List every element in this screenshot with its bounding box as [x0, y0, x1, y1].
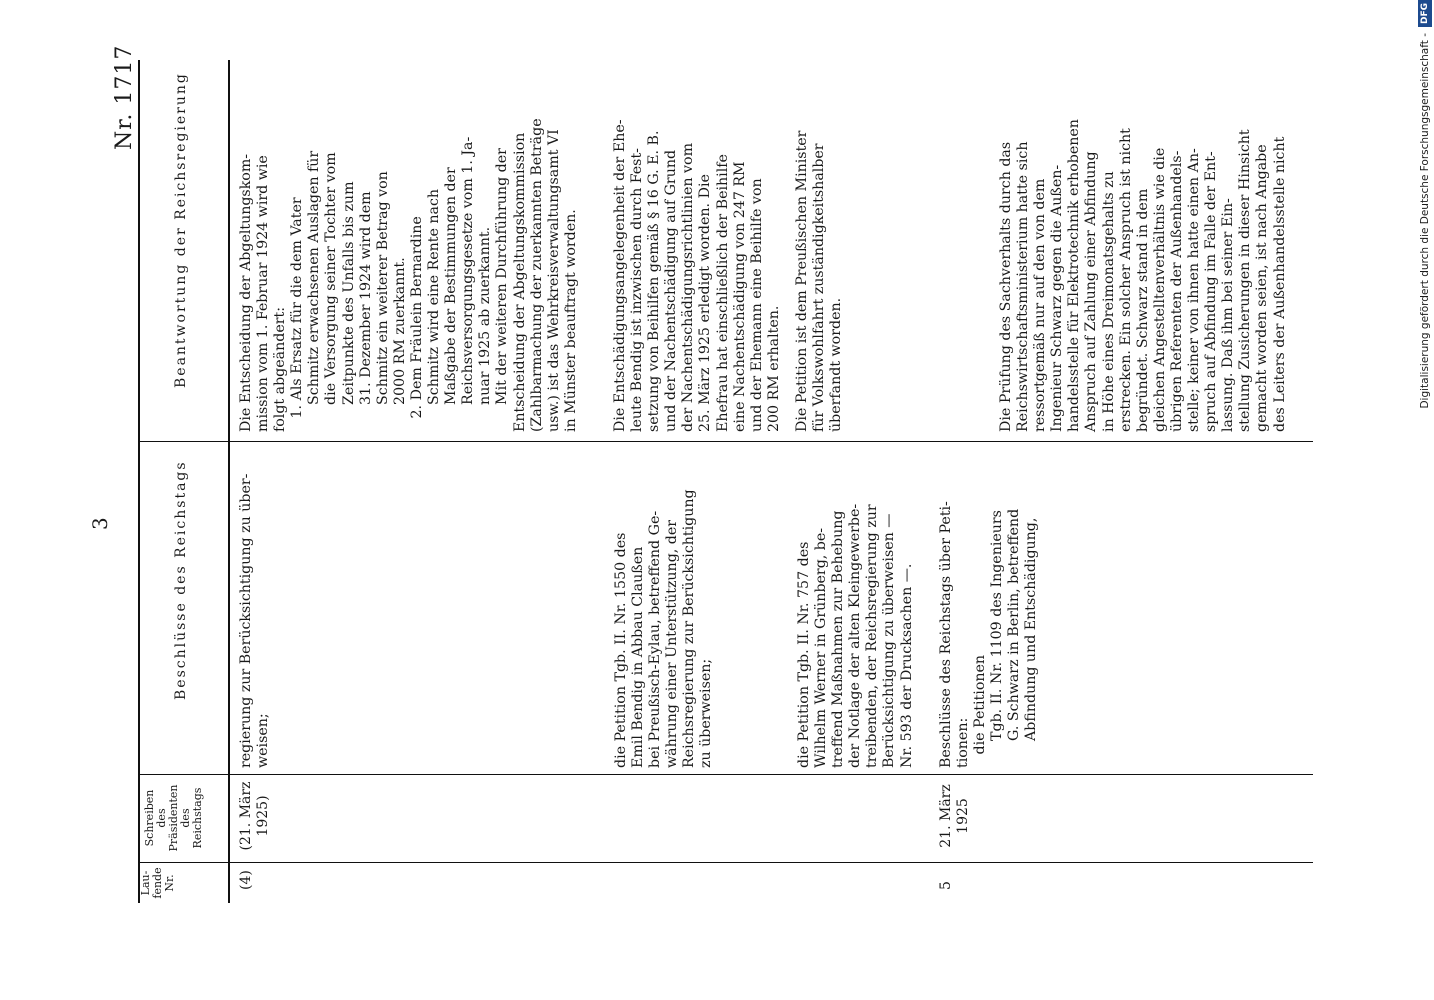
dfg-logo: DFG — [1418, 0, 1432, 27]
table-top-rule — [138, 60, 140, 903]
antwort-text: Die Prüfung des Sachverhalts durch das Reichswirtschaftsministerium hatte sich ressortgemäß nur auf den von dem Ingenieur Schwarz gegen die Außen- handelsstelle für Elektrotechnik erhobenen Anspruch auf Zahlung einer Abfindung in Höhe eines Dreimonatsgehalts zu erstrecken. Ein solcher Anspruch ist nicht begründet. Schwarz stand in dem gleichen Angestelltenverhältnis wie die übrigen Referenten der Außenhandels- stelle; keiner von ihnen hatte einen An- spruch auf Abfindung im Falle der Ent- lassung. Daß ihm bei seiner Ein- stellung Zusicherungen in dieser Hinsicht gemacht worden seien, ist nach Angabe des Leiters der Außenhandelsstelle nicht — [998, 119, 1288, 432]
beschluss-text: Beschlüsse des Reichstags über Peti- tionen: die Petitionen Tgb. II. Nr. 1109 des Ingenieurs G. Schwarz in Berlin, betreffend Abfindung und Entschädigung, — [938, 501, 1040, 768]
header-laufende-nr: Lau- fende Nr. — [139, 867, 176, 899]
antwort-text: Die Entscheidung der Abgeltungskom- mission vom 1. Februar 1924 wird wie folgt abgeändert: 1. Als Ersatz für die dem Vater Schmitz erwachsenen Auslagen für die Versorgung seiner Tochter vom Zeitpunkte des Unfalls bis zum 31. Dezember 1924 wird dem Schmitz ein weiterer Betrag von 2000 RM zuerkannt. 2. Dem Fräulein Bernardine Schmitz wird eine Rente nach Maßgabe der Bestimmungen der Reichsversorgungsgesetze vom 1. Ja- nuar 1925 ab zuerkannt. Mit der weiteren Durchführung der Entscheidung der Abgeltungskommission (Zahlbarmachung der zuerkannten Beträge usw.) ist das Wehrkreisverwaltungsamt VI in Münster beauftragt worden. — [238, 118, 579, 432]
entry-date: (21. März 1925) — [238, 781, 272, 851]
dfg-sidebar — [1415, 0, 1434, 1000]
entry-nr: 5 — [938, 881, 954, 890]
beschluss-text: regierung zur Berücksichtigung zu über- weisen; — [238, 473, 272, 768]
header-schreiben: Schreiben des Präsidenten des Reichstags — [143, 784, 204, 852]
col-rule-3 — [138, 441, 1313, 442]
col-rule-2 — [138, 774, 1313, 775]
dfg-credit-text: Digitalisierung gefördert durch die Deutsche Forschungsgemeinschaft - — [1419, 33, 1431, 409]
header-rule — [228, 60, 230, 903]
antwort-text: Die Petition ist dem Preußischen Minister für Volkswohlfahrt zuständigkeitshalber überfandt worden. — [794, 130, 845, 432]
col-rule-1 — [138, 862, 1313, 863]
entry-nr: (4) — [238, 870, 254, 890]
entry-date: 21. März 1925 — [938, 784, 972, 848]
antwort-text: Die Entschädigungsangelegenheit der Ehe- leute Bendig ist inzwischen durch Fest- setzung von Beihilfen gemäß § 16 G. E. B. und der Nachentschädigung auf Grund der Nachentschädigungsrichtlinien vom 25. März 1925 erledigt worden. Die Ehefrau hat einschließlich der Beihilfe eine Nachentschädigung von 247 RM und der Ehemann eine Beihilfe von 200 RM erhalten. — [612, 119, 782, 432]
beschluss-text: die Petition Tgb. II. Nr. 757 des Wilhelm Werner in Grünberg, be- treffend Maßnahmen zur Behebung der Notlage der alten Kleingewerbe- treibenden, der Reichsregierung zur Berücksichtigung zu überweisen — Nr. 593 der Drucksachen —. — [796, 503, 915, 768]
document-number: Nr. 1717 — [112, 44, 137, 150]
header-beantwortung: Beantwortung der Reichsregierung — [173, 72, 189, 388]
beschluss-text: die Petition Tgb. II. Nr. 1550 des Emil Bendig in Abbau Claußen bei Preußisch-Eylau, betreffend Ge- währung einer Unterstützung, der Reichsregierung zur Berücksichtigung zu überweisen; — [613, 489, 715, 768]
page-number: 3 — [88, 517, 112, 530]
header-beschluesse: Beschlüsse des Reichstags — [173, 460, 189, 700]
